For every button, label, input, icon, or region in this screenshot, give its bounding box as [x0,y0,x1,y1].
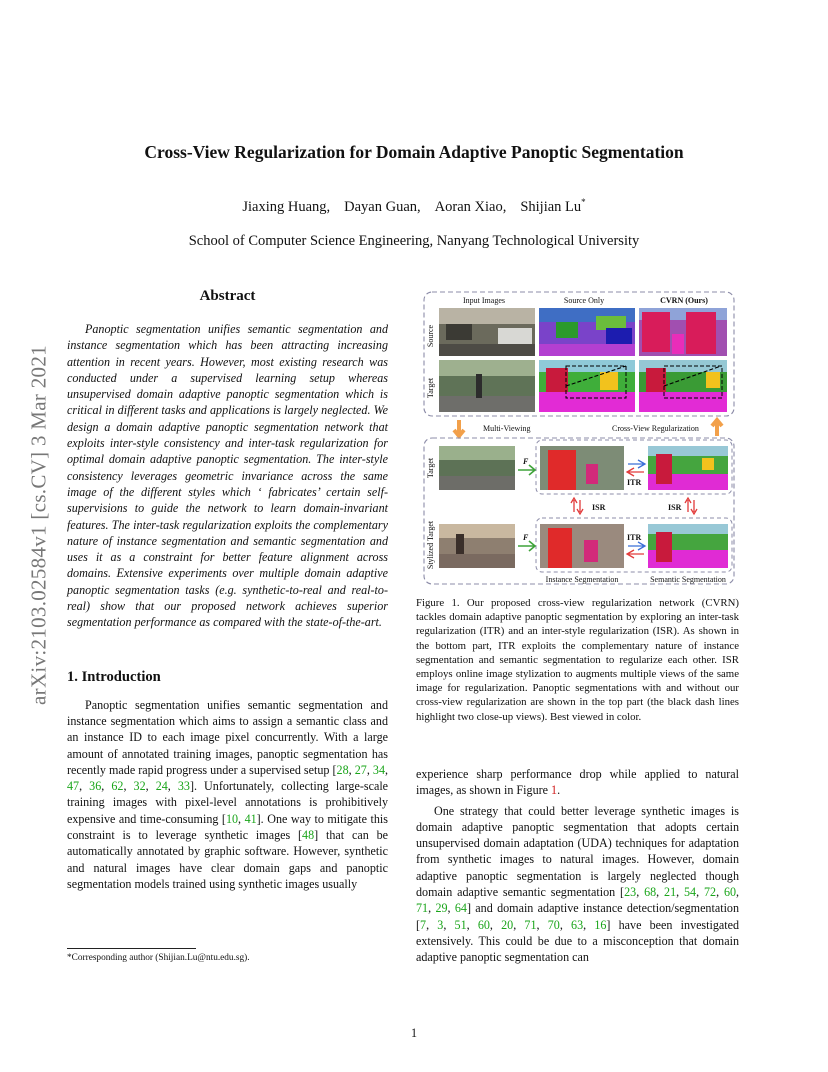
figure-1 [416,288,739,588]
citation-link[interactable]: 16 [594,917,607,932]
citation-link[interactable]: 68 [644,885,657,900]
citation-link[interactable]: 32 [133,779,146,794]
footnote-rule [67,948,196,949]
stylized-semantic-segmentation [648,524,728,568]
fig-col-cvrn-label: CVRN (Ours) [660,296,708,305]
stylized-target-input-image [439,524,515,568]
f-label-2: F [523,533,529,542]
citation-link[interactable]: 20 [501,917,514,932]
figure-caption: Figure 1. Our proposed cross-view regularization network (CVRN) tackles domain adaptive panoptic segmentation by exploring an inter-task regularization (ITR) and an inter-style regularization (ISR). As shown in the bottom part, ITR exploits the complementary nature of instance segmentation and semantic segmentation to regularize each other. ISR employs online image stylization to augments multiple views of the same image for regularization. Panoptic segmentations with and without our cross-view regularization are shown in the top part (the black dash lines highlight two close-up views). Best viewed in color. [416,597,739,723]
author-name: Aoran Xiao, [434,198,507,215]
citation-link[interactable]: 60 [723,885,737,900]
source-only-source-segmentation [539,308,635,356]
citation-link[interactable]: 28 [336,762,349,777]
citation-link[interactable]: 51 [454,917,467,932]
author-list [60,197,768,216]
citation-link[interactable]: 33 [177,779,190,794]
right-column-text: experience sharp performance drop while applied to natural images, as shown in Figure 1. One strategy that could better leverage synthetic images is domain adaptive panoptic segmentation that adopts certain unsupervised domain adaptation (UDA) techniques for adaptation from synthetic images to natural images. However, domain adaptive panoptic segmentation is largely neglected though domain adaptive semantic segmentation [23, 68, 21, 54, 72, 60, 71, 29, 64] and domain adaptive instance detection/segmentation [7, 3, 51, 60, 20, 71, 70, 63, 16] have been investigated extensively. This could be due to a misconception that domain adaptive panoptic segmentation can [416,767,740,965]
fig-row-source-label: Source [426,324,435,348]
author-name: Jiaxing Huang, [242,198,331,215]
citation-link[interactable]: 21 [664,885,677,900]
cvrn-target-segmentation [639,360,727,412]
figure-link[interactable]: 1 [551,783,558,798]
citation-link[interactable]: 48 [302,828,315,843]
footnote: *Corresponding author (Shijian.Lu@ntu.edu.sg). [67,953,250,963]
author-footnote-mark: * [581,197,586,207]
citation-link[interactable]: 72 [703,885,717,900]
fig-col-input-label: Input Images [463,296,505,305]
fig-row-stylized-label: Stylized Target [426,520,435,570]
citation-link[interactable]: 29 [435,901,448,916]
citation-link[interactable]: 36 [89,779,102,794]
fig-col-source-only-label: Source Only [563,296,605,305]
target-semantic-segmentation [648,446,728,490]
target-bottom-input-image [439,446,515,490]
cvrn-source-segmentation [639,308,727,356]
abstract-text: Panoptic segmentation unifies semantic segmentation and instance segmentation which has been attracting increasing attention in recent years. However, most existing research was conducted under a supervised learning setup whereas unsupervised domain adaptive panoptic segmentation which is critical in different tasks and applications is largely neglected. We design a domain adaptive panoptic segmentation network that exploits inter-style consistency and inter-task regularization for optimal domain adaptive panoptic segmentation. The inter-style consistency leverages geometric invariance across the same image of the different styles which ‘ fabricates’ certain self-supervisions to guide the network to learn domain-invariant features. The inter-task regularization exploits the complementary nature of instance segmentation and semantic segmentation and uses it as a constraint for better feature alignment across domains. Extensive experiments over multiple domain adaptive panoptic segmentation tasks (e.g. synthetic-to-real and real-to-real) show that our proposed network achieves superior segmentation performance as compared with the state-of-the-art. [67,322,388,630]
citation-link[interactable]: 62 [111,779,124,794]
target-input-image [439,360,535,412]
citation-link[interactable]: 3 [437,917,444,932]
left-column [67,288,388,896]
semantic-segmentation-label: Semantic Segmentation [650,575,726,584]
citation-link[interactable]: 10 [225,811,239,826]
citation-link[interactable]: 41 [244,811,257,826]
citation-link[interactable]: 71 [416,901,429,916]
citation-link[interactable]: 23 [624,885,637,900]
citation-link[interactable]: 64 [454,901,467,916]
fig-row-target-label: Target [426,377,435,399]
cross-view-regularization-label: Cross-View Regularization [612,424,699,433]
itr-label: ITR [627,478,642,487]
source-input-image [439,308,535,356]
affiliation: School of Computer Science Engineering, Nanyang Technological University [188,233,640,249]
target-instance-segmentation [540,446,624,490]
citation-link[interactable]: 71 [524,917,537,932]
citation-link[interactable]: 27 [354,762,367,777]
citation-link[interactable]: 7 [420,917,427,932]
f-label: F [523,457,529,466]
introduction-paragraph: Panoptic segmentation unifies semantic segmentation and instance segmentation which aims to assign a semantic class and an instance ID to each image pixel concurrently. With a large amount of annotated training images, panoptic segmentation has recently made rapid progress under a supervised setup [28, 27, 34, 47, 36, 62, 32, 24, 33]. Unfortunately, collecting large-scale training images with pixel-level annotations is prohibitively expensive and time-consuming [10, 41]. One way to mitigate this constraint is to leverage synthetic images [48] that can be automatically annotated by graphic software. However, synthetic and natural images have clear domain gaps and panoptic segmentation models trained using synthetic images usually [67,697,389,891]
isr-label-right: ISR [668,503,682,512]
citation-link[interactable]: 24 [155,779,168,794]
itr-label-2: ITR [627,533,642,542]
author-name: Shijian Lu [520,198,582,215]
citation-link[interactable]: 47 [67,779,80,794]
section-heading-introduction: 1. Introduction [67,668,161,685]
citation-link[interactable]: 54 [684,885,697,900]
abstract-heading: Abstract [199,288,256,304]
page-number: 1 [410,1026,418,1040]
arxiv-identifier: arXiv:2103.02584v1 [cs.CV] 3 Mar 2021 [26,345,51,705]
fig-row-target-label-2: Target [426,457,435,479]
multi-viewing-label: Multi-Viewing [483,424,531,433]
citation-link[interactable]: 60 [477,917,490,932]
isr-label-left: ISR [592,503,606,512]
stylized-instance-segmentation [540,524,624,568]
citation-link[interactable]: 70 [547,917,560,932]
author-name: Dayan Guan, [344,198,421,215]
instance-segmentation-label: Instance Segmentation [545,575,619,584]
citation-link[interactable]: 34 [372,762,385,777]
citation-link[interactable]: 63 [571,917,584,932]
paper-title: Cross-View Regularization for Domain Adaptive Panoptic Segmentation [144,142,684,162]
